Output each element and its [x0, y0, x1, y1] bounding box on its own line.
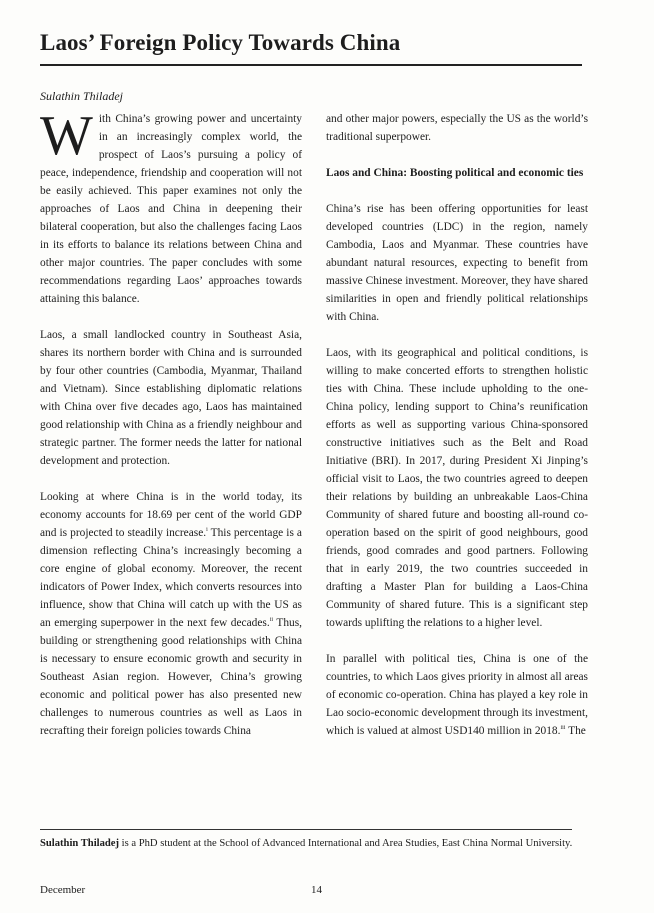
left-column: [40, 105, 302, 758]
paragraph-laos-geography: Laos, a small landlocked country in Southeast Asia, shares its northern border with China and is surrounded by four other countries (Cambodia, Myanmar, Thailand and Vietnam). Since establishing diplomatic relations with China over five decades ago, Laos has maintained good relationship with China as a friendly neighbour and strategic partner. The former needs the latter for national development and protection.: [40, 329, 302, 467]
issue-month: December: [40, 884, 86, 896]
section-subheading: Laos and China: Boosting political and economic ties: [326, 167, 584, 179]
paragraph-china-economy: [40, 488, 302, 740]
paragraph-text: Thus, building or strengthening good relationships with China is necessary to ensure economic growth and security in Southeast Asian region. However, China’s growing economic and political power has also presented new challenges to numerous countries as well as Laos in recrafting their foreign policies towards China: [40, 617, 302, 737]
paragraph-laos-ties: Laos, with its geographical and political conditions, is willing to make concerted efforts to strengthen holistic ties with China. These include upholding to the one-China policy, lending support to China’s reunification efforts as well as supporting various China-sponsored constructive initiatives such as the Belt and Road Initiative (BRI). In 2017, during President Xi Jinping’s official visit to Laos, the two countries agreed to deepen their relations by building an unbreakable Laos-China Community of shared future and boosting all-round co-operation based on the spirit of good neighbours, good friends, good comrades and good partners. Following that in early 2019, the two countries succeeded in drafting a Master Plan for building a Laos-China Community of shared future. This is a significant step towards uplifting the relations to a higher level.: [326, 347, 588, 629]
title-divider: [40, 64, 582, 66]
article-title: Laos’ Foreign Policy Towards China: [40, 30, 401, 55]
intro-text: ith China’s growing power and uncertainty in an increasingly complex world, the prospect of Laos’s pursuing a policy of peace, independence, friendship and cooperation will not be easily achieved. This paper examines not only the approaches of Laos and China in deepening their bilateral cooperation, but also the challenges facing Laos in its efforts to balance its relations between China and other major countries. The paper concludes with some recommendations regarding Laos’ approaches towards attaining this balance.: [40, 113, 302, 305]
endnote-marker: iii: [560, 725, 566, 732]
author-footnote: [40, 836, 580, 852]
right-column: [326, 110, 588, 758]
paragraph-china-rise: China’s rise has been offering opportunities for least developed countries (LDC) in the region, namely Cambodia, Laos and Myanmar. These countries have abundant natural resources, expecting to benefit from massive Chinese investment. Moreover, they have shared similarities in open and friendly political relationships with China.: [326, 203, 588, 323]
drop-cap: W: [40, 105, 93, 167]
footnote-text: is a PhD student at the School of Advanced International and Area Studies, East China Normal University.: [119, 838, 573, 849]
paragraph-economic-ties: [326, 650, 588, 740]
endnote-marker: ii: [269, 617, 274, 624]
paragraph-text: Looking at where China is in the world today, its economy accounts for 18.69 per cent of the world GDP and is projected to steadily increase.: [40, 491, 302, 539]
endnote-marker: i: [206, 527, 208, 534]
author-byline: Sulathin Thiladej: [40, 89, 124, 103]
paragraph-text: This percentage is a dimension reflecting China’s increasingly becoming a core engine of global economy. Moreover, the recent indicators of Power Index, which converts resources into influence, show that China will catch up with the US as an emerging superpower in the next few decades.: [40, 527, 302, 629]
page-number: 14: [311, 884, 322, 896]
intro-paragraph: [40, 105, 302, 308]
footnote-author-name: Sulathin Thiladej: [40, 838, 119, 849]
paragraph-continued: and other major powers, especially the US as the world’s traditional superpower.: [326, 113, 588, 143]
paragraph-text: In parallel with political ties, China is one of the countries, to which Laos gives priority in almost all areas of economic co-operation. China has played a key role in Lao socio-economic development through its investment, which is valued at almost USD140 million in 2018.: [326, 653, 588, 737]
paragraph-text: The: [565, 725, 586, 737]
footnote-divider: [40, 829, 572, 830]
